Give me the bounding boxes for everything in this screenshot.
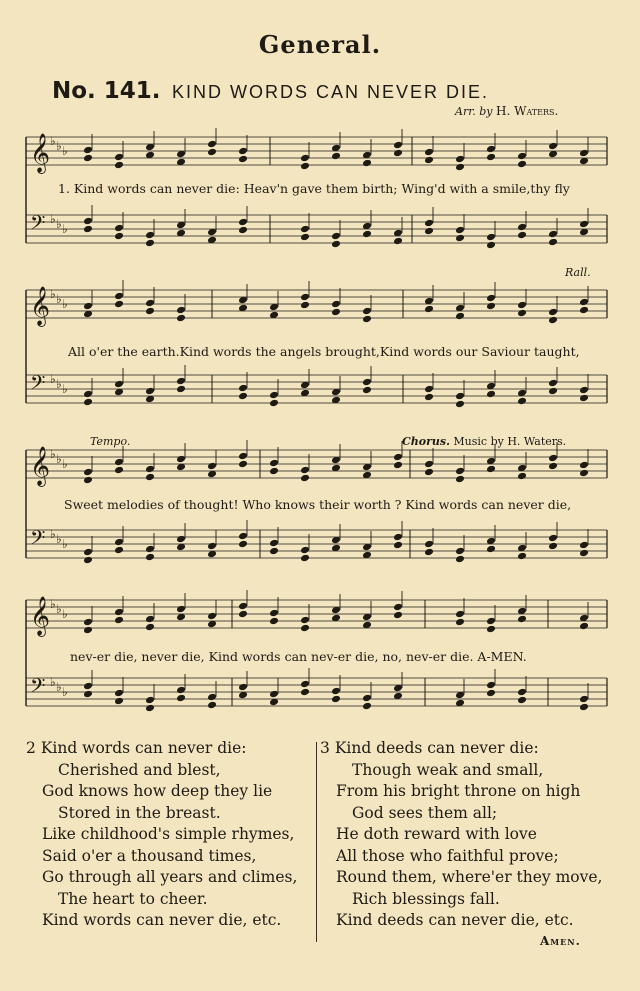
note-head: [362, 702, 372, 711]
verse-line: He doth reward with love: [336, 825, 537, 843]
note-head: [114, 458, 124, 467]
note-head: [393, 237, 403, 246]
flat-icon: ♭: [50, 212, 56, 226]
note-head: [114, 616, 124, 625]
flat-icon: ♭: [56, 602, 62, 616]
treble-clef-icon: 𝄞: [30, 596, 51, 636]
note-head: [393, 453, 403, 462]
note-head: [455, 400, 465, 409]
note-head: [300, 688, 310, 697]
flat-icon: ♭: [56, 139, 62, 153]
note-head: [517, 160, 527, 169]
note-head: [114, 300, 124, 309]
note-head: [238, 610, 248, 619]
flat-icon: ♭: [62, 685, 68, 699]
note-head: [455, 392, 465, 401]
verse-line: All those who faithful prove;: [336, 846, 559, 865]
note-head: [207, 148, 217, 157]
tempo-marking: Tempo.: [90, 435, 131, 448]
note-head: [362, 159, 372, 168]
note-head: [486, 294, 496, 303]
note-head: [548, 316, 558, 325]
note-head: [238, 226, 248, 235]
note-head: [300, 301, 310, 310]
lyric-line-2: All o'er the earth.Kind words the angels brought,Kind words our Saviour taught,: [68, 344, 580, 359]
flat-icon: ♭: [50, 287, 56, 301]
note-head: [579, 386, 589, 395]
note-head: [300, 466, 310, 475]
note-head: [114, 689, 124, 698]
flat-icon: ♭: [62, 457, 68, 471]
note-head: [517, 552, 527, 561]
note-head: [83, 682, 93, 691]
note-head: [269, 459, 279, 468]
note-head: [517, 397, 527, 406]
note-head: [486, 241, 496, 250]
verse-line: Stored in the breast.: [58, 803, 221, 822]
note-head: [393, 533, 403, 542]
note-head: [83, 398, 93, 407]
note-head: [331, 240, 341, 249]
note-head: [145, 696, 155, 705]
note-head: [145, 307, 155, 316]
verse-line: Kind deeds can never die, etc.: [336, 911, 574, 929]
note-head: [145, 615, 155, 624]
note-head: [393, 461, 403, 470]
note-head: [455, 555, 465, 564]
note-head: [207, 612, 217, 621]
note-head: [300, 616, 310, 625]
note-head: [393, 141, 403, 150]
note-head: [238, 147, 248, 156]
section-heading: General.: [258, 30, 382, 59]
verse-line: Round them, where'er they move,: [336, 868, 603, 886]
note-head: [269, 391, 279, 400]
note-head: [455, 547, 465, 556]
note-head: [114, 466, 124, 475]
bass-clef-icon: 𝄢: [30, 371, 46, 399]
note-head: [455, 475, 465, 484]
flat-icon: ♭: [56, 452, 62, 466]
note-head: [455, 155, 465, 164]
note-head: [176, 694, 186, 703]
note-head: [548, 534, 558, 543]
note-head: [548, 454, 558, 463]
note-head: [548, 542, 558, 551]
note-head: [455, 234, 465, 243]
flat-icon: ♭: [56, 680, 62, 694]
note-head: [486, 545, 496, 554]
flat-icon: ♭: [62, 297, 68, 311]
note-head: [269, 539, 279, 548]
note-head: [579, 149, 589, 158]
note-head: [393, 603, 403, 612]
note-head: [300, 162, 310, 171]
note-head: [83, 548, 93, 557]
flat-icon: ♭: [50, 597, 56, 611]
note-head: [83, 225, 93, 234]
note-head: [238, 155, 248, 164]
note-head: [331, 687, 341, 696]
flat-icon: ♭: [50, 675, 56, 689]
note-head: [424, 148, 434, 157]
note-head: [238, 384, 248, 393]
note-head: [238, 460, 248, 469]
note-head: [579, 703, 589, 712]
verse-line: 2 Kind words can never die:: [26, 739, 247, 757]
note-head: [579, 306, 589, 315]
note-head: [362, 315, 372, 324]
note-head: [83, 690, 93, 699]
note-head: [83, 390, 93, 399]
note-head: [207, 140, 217, 149]
note-head: [114, 538, 124, 547]
note-head: [424, 540, 434, 549]
hymn-title: KIND WORDS CAN NEVER DIE.: [172, 82, 490, 102]
flat-icon: ♭: [62, 382, 68, 396]
note-head: [269, 690, 279, 699]
note-head: [331, 308, 341, 317]
flat-icon: ♭: [50, 134, 56, 148]
note-head: [517, 309, 527, 318]
verse-divider: [316, 742, 317, 942]
note-head: [145, 239, 155, 248]
flat-icon: ♭: [50, 527, 56, 541]
note-head: [238, 392, 248, 401]
note-head: [579, 695, 589, 704]
flat-icon: ♭: [56, 217, 62, 231]
verse-line: Kind words can never die, etc.: [42, 911, 282, 929]
note-head: [486, 302, 496, 311]
note-head: [424, 468, 434, 477]
note-head: [486, 681, 496, 690]
note-head: [579, 220, 589, 229]
flat-icon: ♭: [56, 377, 62, 391]
note-head: [486, 145, 496, 154]
note-head: [83, 618, 93, 627]
flat-icon: ♭: [50, 447, 56, 461]
verse-line: 3 Kind deeds can never die:: [320, 739, 539, 757]
note-head: [486, 625, 496, 634]
note-head: [176, 377, 186, 386]
note-head: [548, 308, 558, 317]
note-head: [486, 153, 496, 162]
note-head: [145, 387, 155, 396]
note-head: [455, 610, 465, 619]
note-head: [269, 467, 279, 476]
note-head: [176, 535, 186, 544]
note-head: [362, 694, 372, 703]
note-head: [486, 233, 496, 242]
note-head: [145, 231, 155, 240]
note-head: [145, 299, 155, 308]
arranger-prefix: Arr. by: [455, 105, 493, 118]
verse-line: Said o'er a thousand times,: [42, 846, 257, 865]
note-head: [238, 540, 248, 549]
note-head: [114, 232, 124, 241]
note-head: [238, 532, 248, 541]
note-head: [83, 146, 93, 155]
note-head: [424, 156, 434, 165]
note-head: [455, 226, 465, 235]
note-head: [269, 617, 279, 626]
flat-icon: ♭: [56, 532, 62, 546]
note-head: [300, 293, 310, 302]
note-head: [362, 378, 372, 387]
note-head: [517, 615, 527, 624]
note-head: [300, 225, 310, 234]
note-head: [300, 680, 310, 689]
note-head: [486, 617, 496, 626]
note-head: [579, 549, 589, 558]
note-head: [176, 385, 186, 394]
note-head: [424, 385, 434, 394]
chorus-label: Chorus.: [402, 435, 450, 448]
flat-icon: ♭: [62, 537, 68, 551]
flat-icon: ♭: [62, 222, 68, 236]
note-head: [207, 462, 217, 471]
note-head: [145, 704, 155, 713]
note-head: [114, 153, 124, 162]
note-head: [269, 399, 279, 408]
flat-icon: ♭: [62, 607, 68, 621]
note-head: [83, 302, 93, 311]
note-head: [114, 697, 124, 706]
verse-line: From his bright throne on high: [336, 782, 581, 800]
note-head: [393, 541, 403, 550]
note-head: [114, 292, 124, 301]
flat-icon: ♭: [62, 144, 68, 158]
flat-icon: ♭: [50, 372, 56, 386]
note-head: [579, 394, 589, 403]
treble-clef-icon: 𝄞: [30, 446, 51, 486]
arranger-name: H. Waters.: [496, 104, 559, 118]
note-head: [579, 461, 589, 470]
note-head: [114, 380, 124, 389]
verse-line: Like childhood's simple rhymes,: [42, 825, 295, 843]
note-head: [114, 224, 124, 233]
note-head: [238, 602, 248, 611]
note-head: [300, 624, 310, 633]
note-head: [331, 695, 341, 704]
lyric-line-3: Sweet melodies of thought! Who knows their worth ? Kind words can never die,: [64, 497, 572, 512]
treble-clef-icon: 𝄞: [30, 286, 51, 326]
verse-3: [320, 738, 620, 932]
note-head: [300, 546, 310, 555]
note-head: [455, 312, 465, 321]
note-head: [424, 393, 434, 402]
verse-line: God sees them all;: [352, 803, 498, 822]
note-head: [455, 618, 465, 627]
note-head: [362, 230, 372, 239]
verse-line: Though weak and small,: [352, 760, 544, 779]
note-head: [548, 238, 558, 247]
note-head: [207, 701, 217, 710]
note-head: [331, 152, 341, 161]
note-head: [486, 689, 496, 698]
note-head: [300, 233, 310, 242]
note-head: [517, 301, 527, 310]
note-head: [393, 149, 403, 158]
note-head: [238, 683, 248, 692]
note-head: [145, 465, 155, 474]
note-head: [331, 300, 341, 309]
note-head: [300, 474, 310, 483]
note-head: [269, 609, 279, 618]
note-head: [517, 223, 527, 232]
verse-2: [26, 738, 316, 932]
note-head: [579, 298, 589, 307]
note-head: [548, 230, 558, 239]
rall-marking: Rall.: [565, 266, 591, 279]
lyric-line-4: nev-er die, never die, Kind words can nev-er die, no, nev-er die. A-MEN.: [70, 649, 527, 664]
note-head: [579, 541, 589, 550]
flat-icon: ♭: [56, 292, 62, 306]
note-head: [424, 227, 434, 236]
note-head: [362, 386, 372, 395]
note-head: [83, 154, 93, 163]
note-head: [300, 554, 310, 563]
note-head: [455, 467, 465, 476]
note-head: [145, 623, 155, 632]
note-head: [300, 154, 310, 163]
verse-line: The heart to cheer.: [58, 889, 208, 908]
closing-amen: Amen.: [540, 934, 581, 948]
note-head: [207, 693, 217, 702]
verse-line: Rich blessings fall.: [352, 889, 500, 908]
hymn-number: No. 141.: [52, 78, 161, 104]
note-head: [176, 306, 186, 315]
chorus-credit: Music by H. Waters.: [453, 435, 567, 448]
note-head: [548, 379, 558, 388]
note-head: [331, 232, 341, 241]
note-head: [486, 390, 496, 399]
note-head: [362, 307, 372, 316]
note-head: [238, 452, 248, 461]
note-head: [83, 217, 93, 226]
note-head: [579, 469, 589, 478]
note-head: [455, 163, 465, 172]
note-head: [176, 686, 186, 695]
note-head: [424, 460, 434, 469]
note-head: [486, 465, 496, 474]
bass-clef-icon: 𝄢: [30, 211, 46, 239]
note-head: [83, 626, 93, 635]
note-head: [114, 546, 124, 555]
note-head: [145, 553, 155, 562]
lyric-line-1: 1. Kind words can never die: Heav'n gave them birth; Wing'd with a smile,thy fly: [58, 181, 570, 196]
note-head: [517, 231, 527, 240]
note-head: [83, 556, 93, 565]
note-head: [579, 622, 589, 631]
note-head: [114, 608, 124, 617]
note-head: [176, 605, 186, 614]
note-head: [393, 611, 403, 620]
bass-clef-icon: 𝄢: [30, 674, 46, 702]
note-head: [114, 161, 124, 170]
note-head: [424, 548, 434, 557]
note-head: [517, 472, 527, 481]
treble-clef-icon: 𝄞: [30, 133, 51, 173]
note-head: [207, 542, 217, 551]
verse-line: Cherished and blest,: [58, 760, 221, 779]
note-head: [176, 455, 186, 464]
note-head: [238, 218, 248, 227]
verse-line: God knows how deep they lie: [42, 782, 273, 800]
verse-line: Go through all years and climes,: [42, 868, 298, 886]
note-head: [145, 545, 155, 554]
note-head: [269, 547, 279, 556]
verse-number: 3: [320, 739, 330, 757]
note-head: [424, 305, 434, 314]
note-head: [83, 476, 93, 485]
note-head: [548, 462, 558, 471]
bass-clef-icon: 𝄢: [30, 526, 46, 554]
chorus-heading: [402, 435, 566, 448]
verse-number: 2: [26, 739, 36, 757]
note-head: [517, 696, 527, 705]
note-head: [548, 387, 558, 396]
note-head: [83, 468, 93, 477]
note-head: [145, 473, 155, 482]
note-head: [176, 314, 186, 323]
note-head: [517, 152, 527, 161]
note-head: [424, 219, 434, 228]
note-head: [517, 688, 527, 697]
note-head: [548, 142, 558, 151]
